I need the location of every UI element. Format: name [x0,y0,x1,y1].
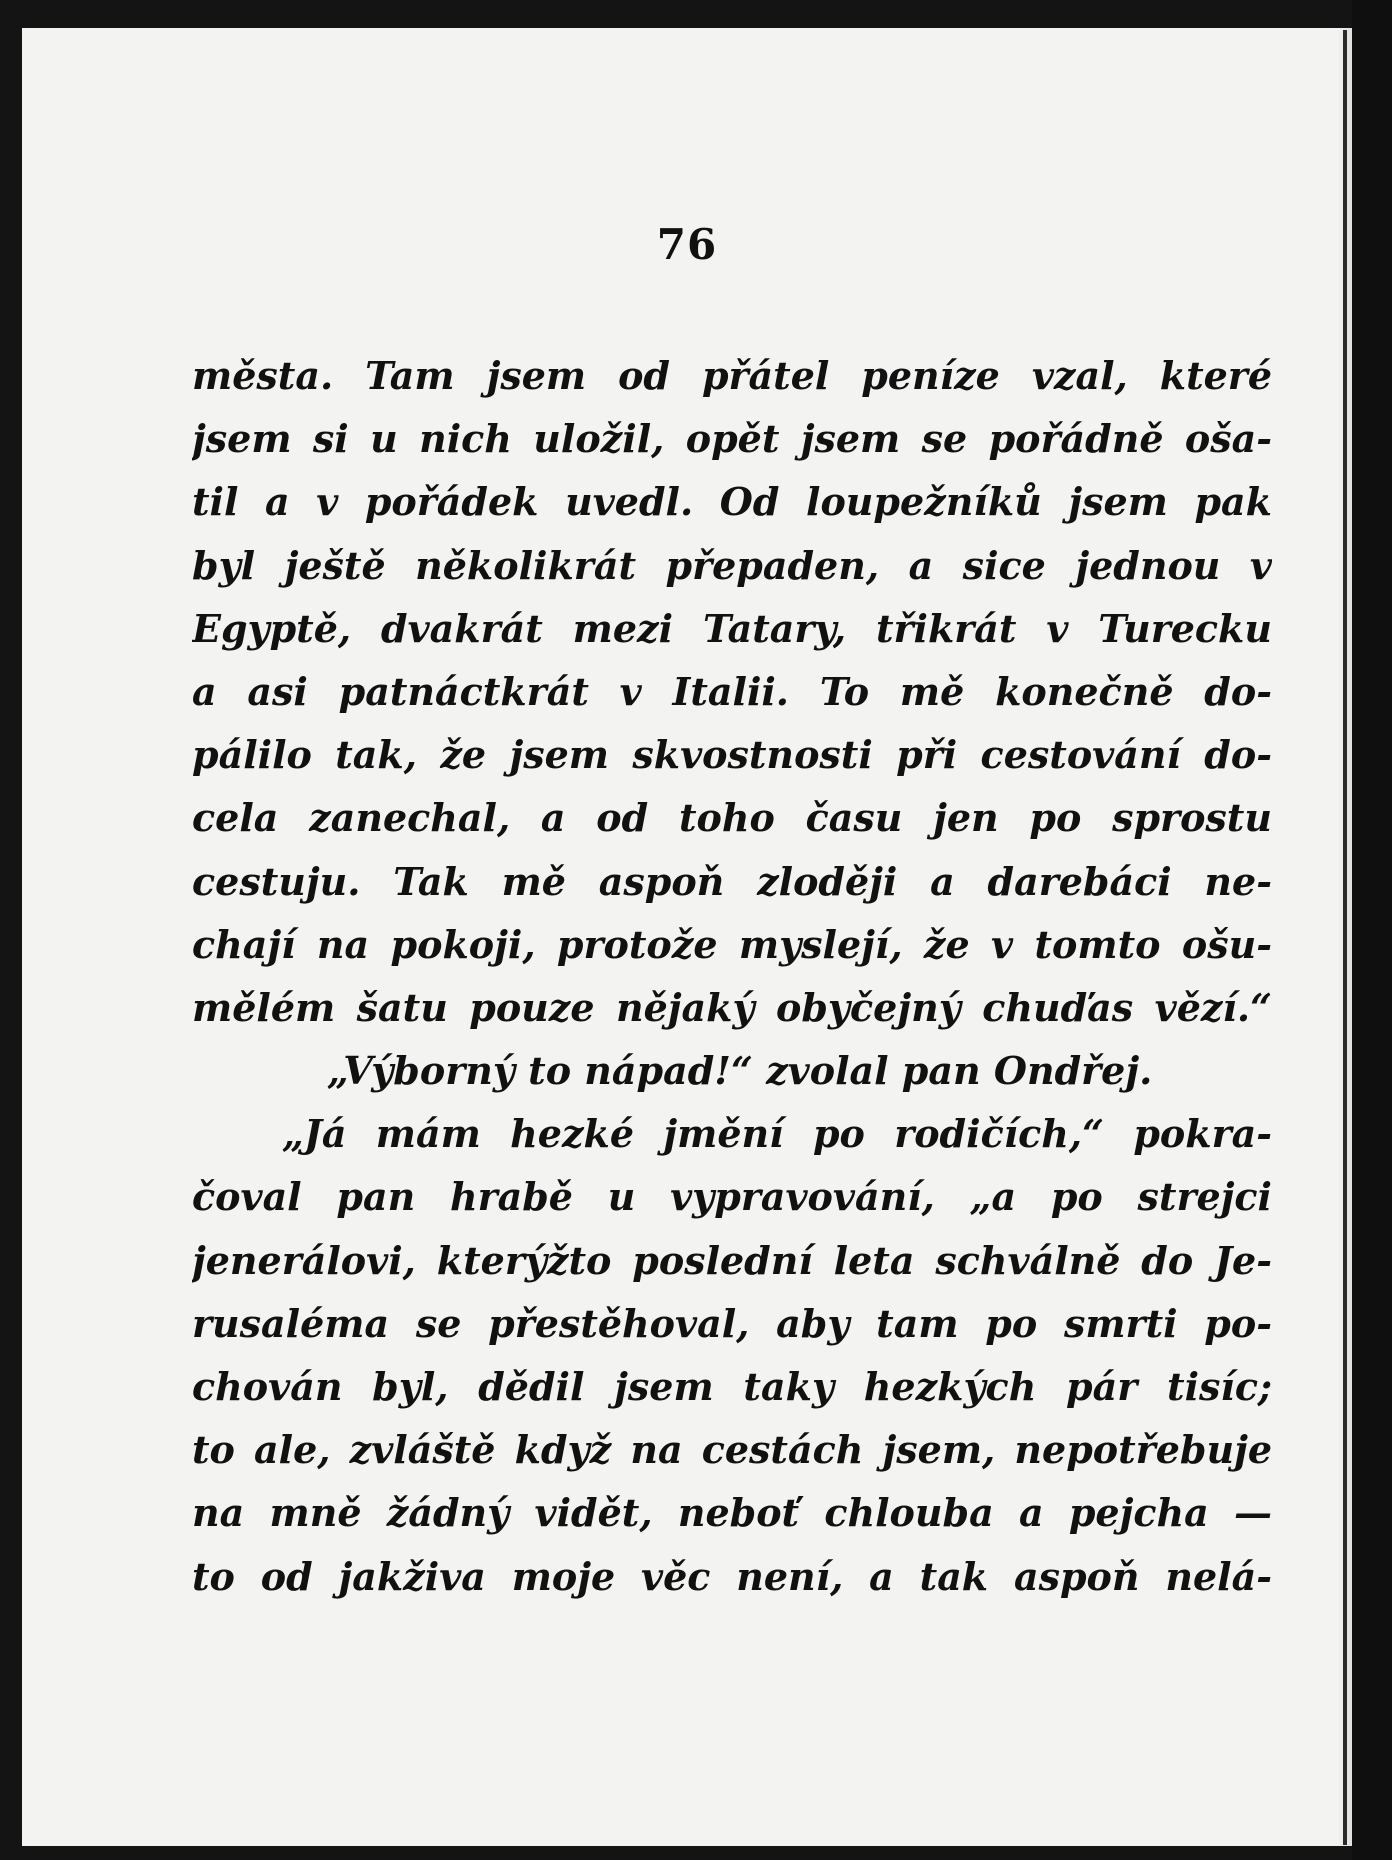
text-line: a asi patnáctkrát v Italii. To mě konečně do- [192,668,1272,714]
text-line: cestuju. Tak mě aspoň zloději a darebáci ne- [192,858,1272,904]
text-line: pálilo tak, že jsem skvostnosti při cestování do- [192,732,1272,778]
body-text [192,344,1272,1608]
text-line: mělém šatu pouze nějaký obyčejný chuďas vězí.“ [192,984,1272,1030]
text-line: čoval pan hrabě u vypravování, „a po strejci [192,1174,1272,1220]
text-line: jenerálovi, kterýžto poslední leta schválně do Je- [192,1237,1272,1283]
page-edge-line [1343,30,1347,1845]
text-line: cela zanechal, a od toho času jen po sprostu [192,795,1272,841]
scan-border [1352,0,1392,1860]
text-line: to od jakživa moje věc není, a tak aspoň nelá- [192,1553,1272,1599]
text-line: chají na pokoji, protože myslejí, že v tomto ošu- [192,921,1272,967]
text-line: města. Tam jsem od přátel peníze vzal, které [192,353,1272,398]
text-line: chován byl, dědil jsem taky hezkých pár tisíc; [192,1364,1272,1409]
book-page [22,28,1352,1846]
text-line: to ale, zvláště když na cestách jsem, nepotřebuje [192,1427,1272,1473]
text-line: Egyptě, dvakrát mezi Tatary, třikrát v Turecku [192,605,1272,651]
text-line: byl ještě několikrát přepaden, a sice jednou v [192,542,1272,588]
text-line: til a v pořádek uvedl. Od loupežníků jsem pak [192,479,1272,525]
text-line: na mně žádný vidět, neboť chlouba a pejcha — [192,1490,1272,1536]
text-line: jsem si u nich uložil, opět jsem se pořádně oša- [192,416,1272,462]
text-line: rusaléma se přestěhoval, aby tam po smrti po- [192,1300,1272,1346]
text-line: „Já mám hezké jmění po rodičích,“ pokra- [282,1111,1272,1157]
page-number: 76 [656,220,718,269]
text-line: „Výborný to nápad!“ zvolal pan Ondřej. [327,1048,1153,1094]
